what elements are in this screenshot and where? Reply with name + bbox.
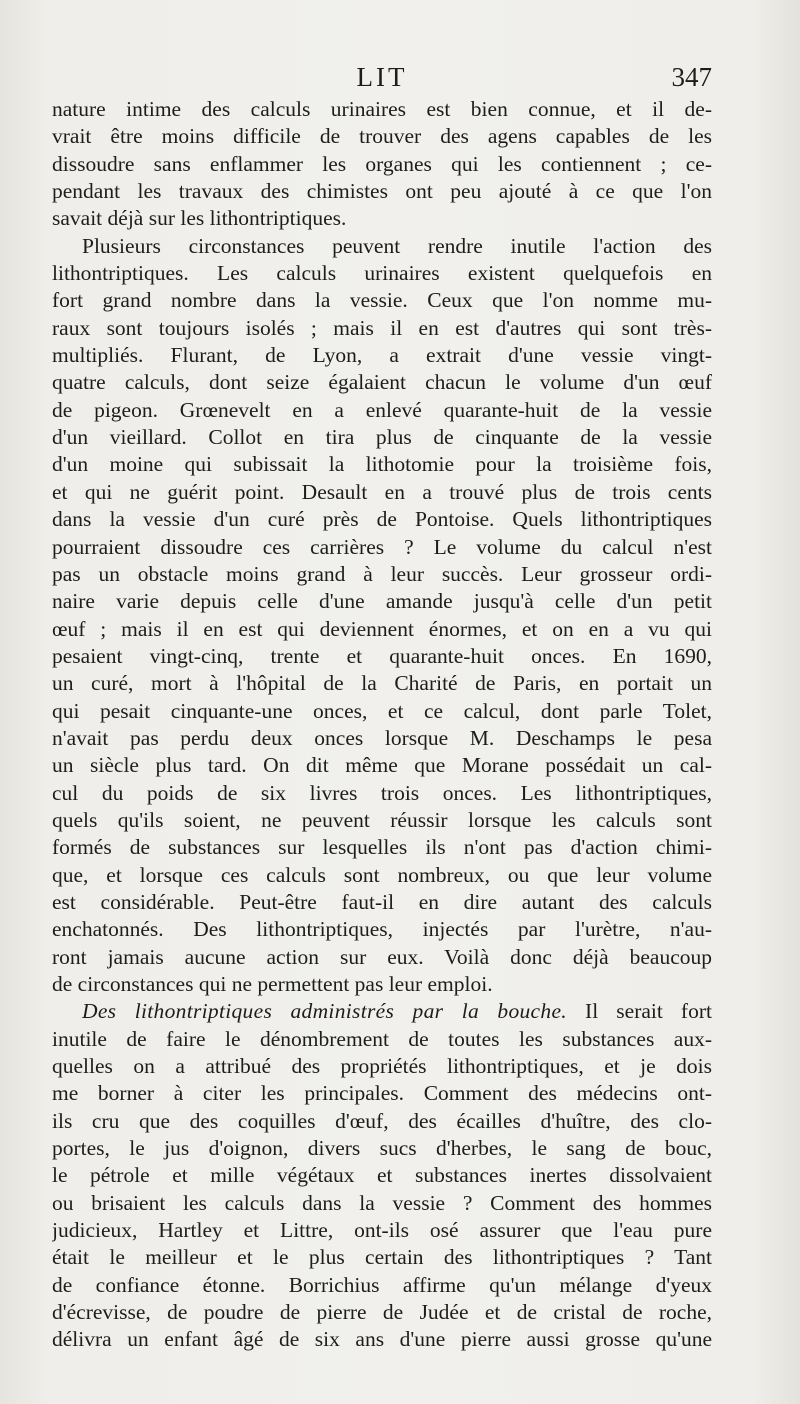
page-header [52, 62, 712, 96]
text-line: pourraient dissoudre ces carrières ? Le volume du calcul n'est [52, 534, 712, 559]
text-line: le pétrole et mille végétaux et substances inertes dissolvaient [52, 1163, 712, 1188]
text-line: est considérable. Peut-être faut-il en dire autant des calculs [52, 889, 712, 914]
text-line: était le meilleur et le plus certain des lithontriptiques ? Tant [52, 1245, 712, 1270]
text-line: portes, le jus d'oignon, divers sucs d'herbes, le sang de bouc, [52, 1136, 712, 1161]
text-line: un curé, mort à l'hôpital de la Charité de Paris, en portait un [52, 671, 712, 696]
text-line: œuf ; mais il en est qui deviennent énormes, et on en a vu qui [52, 616, 712, 641]
text-line: d'écrevisse, de poudre de pierre de Judée et de cristal de roche, [52, 1300, 712, 1325]
text-line: n'avait pas perdu deux onces lorsque M. Deschamps le pesa [52, 725, 712, 750]
section-heading: Des lithontriptiques administrés par la bouche. [82, 999, 567, 1024]
text-line: et qui ne guérit point. Desault en a trouvé plus de trois cents [52, 479, 712, 504]
text-line: dans la vessie d'un curé près de Pontoise. Quels lithontriptiques [52, 507, 712, 532]
running-head: LIT [356, 62, 408, 92]
text-line: que, et lorsque ces calculs sont nombreux, ou que leur volume [52, 862, 712, 887]
text-line: vrait être moins difficile de trouver des agens capables de les [52, 124, 712, 149]
text-line: quelles on a attribué des propriétés lithontriptiques, et je dois [52, 1054, 712, 1079]
text-line: de circonstances qui ne permettent pas leur emploi. [52, 972, 493, 996]
text-line: de confiance étonne. Borrichius affirme qu'un mélange d'yeux [52, 1272, 712, 1297]
text-line: judicieux, Hartley et Littre, ont-ils osé assurer que l'eau pure [52, 1218, 712, 1243]
text-line: quels qu'ils soient, ne peuvent réussir lorsque les calculs sont [52, 807, 712, 832]
text-line: lithontriptiques. Les calculs urinaires existent quelquefois en [52, 261, 712, 286]
body-text [52, 96, 712, 1354]
text-line: délivra un enfant âgé de six ans d'une pierre aussi grosse qu'une [52, 1327, 712, 1352]
text-line: pas un obstacle moins grand à leur succès. Leur grosseur ordi- [52, 561, 712, 586]
page-number: 347 [671, 62, 712, 92]
text-line: naire varie depuis celle d'une amande jusqu'à celle d'un petit [52, 589, 712, 614]
text-line: nature intime des calculs urinaires est bien connue, et il de- [52, 97, 712, 121]
text-line: pesaient vingt-cinq, trente et quarante-huit onces. En 1690, [52, 643, 712, 668]
text-line: un siècle plus tard. On dit même que Morane possédait un cal- [52, 753, 712, 778]
text-line: d'un vieillard. Collot en tira plus de cinquante de la vessie [52, 425, 712, 450]
section-heading-continuation: Il serait fort [566, 999, 712, 1024]
text-line: d'un moine qui subissait la lithotomie pour la troisième fois, [52, 452, 712, 477]
text-line: dissoudre sans enflammer les organes qui les contiennent ; ce- [52, 151, 712, 176]
text-line: quatre calculs, dont seize égalaient chacun le volume d'un œuf [52, 370, 712, 395]
text-line: multipliés. Flurant, de Lyon, a extrait d'une vessie vingt- [52, 343, 712, 368]
text-line: formés de substances sur lesquelles ils n'ont pas d'action chimi- [52, 835, 712, 860]
text-line: de pigeon. Grœnevelt en a enlevé quarante-huit de la vessie [52, 397, 712, 422]
text-line: cul du poids de six livres trois onces. Les lithontriptiques, [52, 780, 712, 805]
text-line: savait déjà sur les lithontriptiques. [52, 206, 347, 231]
text-line: ou brisaient les calculs dans la vessie ? Comment des hommes [52, 1190, 712, 1215]
text-line: qui pesait cinquante-une onces, et ce calcul, dont parle Tolet, [52, 698, 712, 723]
text-line: ront jamais aucune action sur eux. Voilà donc déjà beaucoup [52, 944, 712, 969]
text-line: enchatonnés. Des lithontriptiques, injectés par l'urètre, n'au- [52, 917, 712, 942]
text-line: raux sont toujours isolés ; mais il en est d'autres qui sont très- [52, 315, 712, 340]
text-line: fort grand nombre dans la vessie. Ceux que l'on nomme mu- [52, 288, 712, 313]
text-line: ils cru que des coquilles d'œuf, des écailles d'huître, des clo- [52, 1108, 712, 1133]
text-line: inutile de faire le dénombrement de toutes les substances aux- [52, 1026, 712, 1051]
paragraph-start-line: Plusieurs circonstances peuvent rendre inutile l'action des [82, 233, 712, 258]
text-line: pendant les travaux des chimistes ont peu ajouté à ce que l'on [52, 179, 712, 204]
text-line: me borner à citer les principales. Comment des médecins ont- [52, 1081, 712, 1106]
section-heading-line [52, 998, 712, 1025]
